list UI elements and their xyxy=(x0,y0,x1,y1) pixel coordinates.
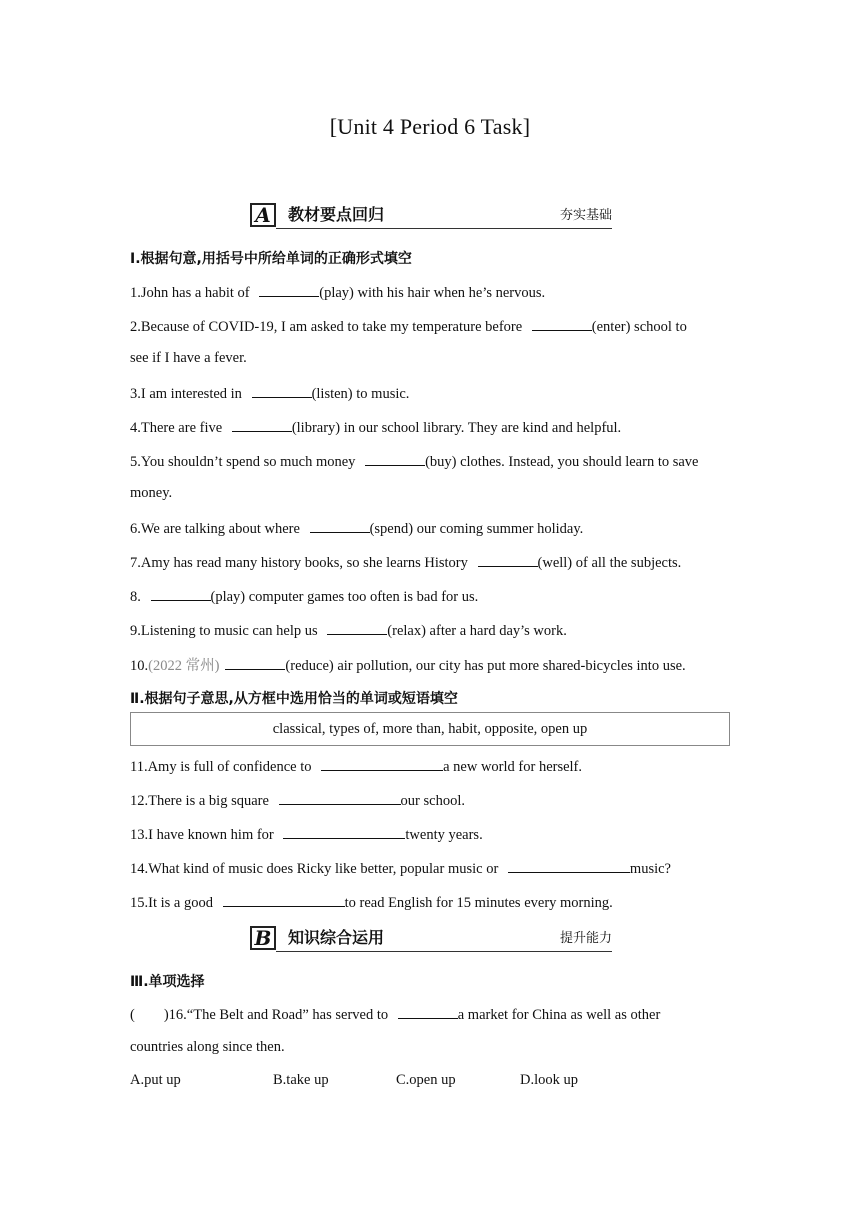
answer-bracket-16[interactable]: ( ) xyxy=(130,1007,169,1023)
question-6-text: 6.We are talking about where xyxy=(130,521,304,537)
answer-blank-10[interactable] xyxy=(225,656,285,670)
answer-blank-9[interactable] xyxy=(327,621,387,635)
question-4-text: 4.There are five xyxy=(130,420,226,436)
answer-blank-16[interactable] xyxy=(398,1005,458,1019)
question-13-rest: twenty years. xyxy=(405,827,483,843)
question-1-hint: (play) with his hair when he’s nervous. xyxy=(319,285,546,301)
question-12-rest: our school. xyxy=(400,793,465,809)
banner-title-a: 教材要点回归 xyxy=(288,205,385,224)
answer-blank-12[interactable] xyxy=(279,791,401,805)
option-d[interactable]: D.look up xyxy=(520,1072,578,1088)
question-3-hint: (listen) to music. xyxy=(311,386,410,402)
question-2-text: 2.Because of COVID-19, I am asked to take my temperature before xyxy=(130,319,526,335)
answer-blank-3[interactable] xyxy=(252,384,312,398)
question-5-hint: (buy) clothes. Instead, you should learn to save xyxy=(425,454,699,470)
section-banner-b xyxy=(250,926,612,956)
banner-rule-a xyxy=(276,228,612,229)
question-9 xyxy=(130,621,567,640)
banner-subtitle-b: 提升能力 xyxy=(559,931,612,946)
question-6 xyxy=(130,519,583,538)
question-10 xyxy=(130,654,686,675)
question-4-hint: (library) in our school library. They are kind and helpful. xyxy=(291,420,622,436)
page-title: [Unit 4 Period 6 Task] xyxy=(329,114,531,139)
question-7-hint: (well) of all the subjects. xyxy=(537,555,682,571)
question-5-continued: money. xyxy=(130,485,173,501)
answer-blank-2[interactable] xyxy=(532,317,592,331)
section-banner-a xyxy=(250,203,612,233)
question-10-text: 10. xyxy=(130,658,149,674)
question-16-rest: a market for China as well as other xyxy=(457,1007,661,1023)
question-9-hint: (relax) after a hard day’s work. xyxy=(387,623,567,639)
question-9-text: 9.Listening to music can help us xyxy=(130,623,322,639)
answer-blank-6[interactable] xyxy=(310,519,370,533)
question-13-text: 13.I have known him for xyxy=(130,827,278,843)
section-heading-1: Ⅰ.根据句意,用括号中所给单词的正确形式填空 xyxy=(130,251,412,267)
option-b[interactable]: B.take up xyxy=(273,1072,329,1088)
question-11-rest: a new world for herself. xyxy=(443,759,583,775)
word-box: classical, types of, more than, habit, opposite, open up xyxy=(130,712,730,746)
question-7-text: 7.Amy has read many history books, so she learns History xyxy=(130,555,472,571)
question-2-hint: (enter) school to xyxy=(591,319,687,335)
option-a[interactable]: A.put up xyxy=(130,1072,181,1088)
question-11-text: 11.Amy is full of confidence to xyxy=(130,759,316,775)
answer-blank-7[interactable] xyxy=(478,553,538,567)
question-2 xyxy=(130,317,687,336)
banner-title-b: 知识综合运用 xyxy=(288,928,385,947)
answer-blank-8[interactable] xyxy=(151,587,211,601)
banner-badge-b: B xyxy=(250,926,276,950)
question-10-hint: (reduce) air pollution, our city has put more shared-bicycles into use. xyxy=(285,658,686,674)
question-7 xyxy=(130,553,681,572)
question-10-source: (2022 常州) xyxy=(148,658,220,674)
answer-blank-15[interactable] xyxy=(223,893,345,907)
question-14 xyxy=(130,859,671,878)
section-heading-2: Ⅱ.根据句子意思,从方框中选用恰当的单词或短语填空 xyxy=(130,691,458,707)
question-4 xyxy=(130,418,621,437)
question-5-text: 5.You shouldn’t spend so much money xyxy=(130,454,360,470)
question-16 xyxy=(130,1005,660,1024)
question-2-continued: see if I have a fever. xyxy=(130,350,247,366)
question-13 xyxy=(130,825,483,844)
question-15-text: 15.It is a good xyxy=(130,895,217,911)
question-16-text: 16.“The Belt and Road” has served to xyxy=(168,1007,392,1023)
question-1-text: 1.John has a habit of xyxy=(130,285,254,301)
question-1 xyxy=(130,283,545,302)
answer-blank-11[interactable] xyxy=(321,757,443,771)
answer-blank-14[interactable] xyxy=(508,859,630,873)
answer-blank-4[interactable] xyxy=(232,418,292,432)
question-14-rest: music? xyxy=(629,861,671,877)
banner-rule-b xyxy=(276,951,612,952)
question-12 xyxy=(130,791,465,810)
question-5 xyxy=(130,452,698,471)
question-15-rest: to read English for 15 minutes every morning. xyxy=(344,895,613,911)
option-c[interactable]: C.open up xyxy=(396,1072,456,1088)
banner-subtitle-a: 夯实基础 xyxy=(559,208,612,223)
question-16-continued: countries along since then. xyxy=(130,1039,285,1055)
question-12-text: 12.There is a big square xyxy=(130,793,273,809)
answer-blank-13[interactable] xyxy=(283,825,405,839)
banner-badge-a: A xyxy=(250,203,276,227)
question-15 xyxy=(130,893,613,912)
question-14-text: 14.What kind of music does Ricky like better, popular music or xyxy=(130,861,502,877)
answer-blank-5[interactable] xyxy=(365,452,425,466)
question-8 xyxy=(130,587,478,606)
section-heading-3: Ⅲ.单项选择 xyxy=(130,974,205,990)
question-11 xyxy=(130,757,582,776)
question-3-text: 3.I am interested in xyxy=(130,386,246,402)
answer-blank-1[interactable] xyxy=(259,283,319,297)
question-8-hint: (play) computer games too often is bad for us. xyxy=(210,589,479,605)
question-6-hint: (spend) our coming summer holiday. xyxy=(369,521,584,537)
question-3 xyxy=(130,384,409,403)
question-8-text: 8. xyxy=(130,589,145,605)
